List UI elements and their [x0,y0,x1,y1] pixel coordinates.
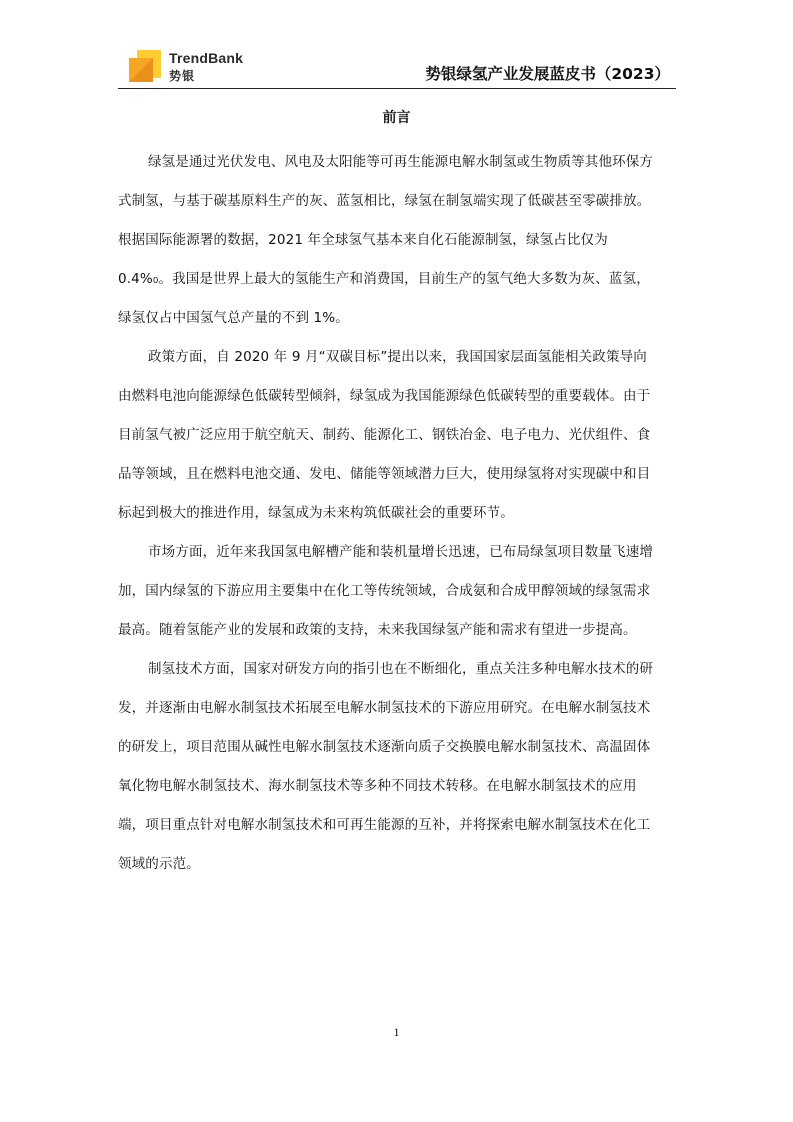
document-title: 势银绿氢产业发展蓝皮书（2023） [425,65,670,83]
logo-text-cn: 势银 [169,69,196,83]
paragraph-line: 最高。随着氢能产业的发展和政策的支持，未来我国绿氢产能和需求有望进一步提高。 [118,622,637,638]
paragraph-line: 式制氢，与基于碳基原料生产的灰、蓝氢相比，绿氢在制氢端实现了低碳甚至零碳排放。 [118,193,651,209]
paragraph-line: 氧化物电解水制氢技术、海水制氢技术等多种不同技术转移。在电解水制氢技术的应用 [118,778,637,794]
paragraph-intro [118,143,670,338]
trendbank-logo-icon [127,48,163,84]
paragraph-line: 市场方面，近年来我国氢电解槽产能和装机量增长迅速，已布局绿氢项目数量飞速增 [148,544,654,560]
paragraph-line: 制氢技术方面，国家对研发方向的指引也在不断细化，重点关注多种电解水技术的研 [148,661,654,677]
paragraph-line: 根据国际能源署的数据，2021 年全球氢气基本来自化石能源制氢，绿氢占比仅为 [118,232,608,248]
paragraph-line: 政策方面，自 2020 年 9 月“双碳目标”提出以来，我国国家层面氢能相关政策导向 [148,349,647,365]
paragraph-market [118,533,670,650]
paragraph-line: 绿氢仅占中国氢气总产量的不到 1%。 [118,310,349,326]
section-heading: 前言 [382,110,411,126]
paragraph-line: 的研发上，项目范围从碱性电解水制氢技术逐渐向质子交换膜电解水制氢技术、高温固体 [118,739,651,755]
trendbank-logo [127,48,287,84]
paragraph-policy [118,338,670,533]
logo-text-en: TrendBank [169,50,244,66]
paragraph-line: 领域的示范。 [118,856,200,872]
paragraph-line: 目前氢气被广泛应用于航空航天、制药、能源化工、钢铁冶金、电子电力、光伏组件、食 [118,427,651,443]
paragraph-line: 加，国内绿氢的下游应用主要集中在化工等传统领域，合成氨和合成甲醇领域的绿氢需求 [118,583,651,599]
paragraph-line: 标起到极大的推进作用，绿氢成为未来构筑低碳社会的重要环节。 [118,505,514,521]
body-content [118,143,670,884]
paragraph-line: 绿氢是通过光伏发电、风电及太阳能等可再生能源电解水制氢或生物质等其他环保方 [148,154,654,170]
paragraph-line: 端，项目重点针对电解水制氢技术和可再生能源的互补，并将探索电解水制氢技术在化工 [118,817,651,833]
paragraph-line: 发，并逐渐由电解水制氢技术拓展至电解水制氢技术的下游应用研究。在电解水制氢技术 [118,700,651,716]
page-number: 1 [393,1025,400,1039]
paragraph-line: 品等领域，且在燃料电池交通、发电、储能等领域潜力巨大，使用绿氢将对实现碳中和目 [118,466,651,482]
paragraph-technology [118,650,670,884]
paragraph-line: 0.4%₀。我国是世界上最大的氢能生产和消费国，目前生产的氢气绝大多数为灰、蓝氢， [118,271,650,287]
page-header [118,46,676,89]
paragraph-line: 由燃料电池向能源绿色低碳转型倾斜，绿氢成为我国能源绿色低碳转型的重要载体。由于 [118,388,651,404]
